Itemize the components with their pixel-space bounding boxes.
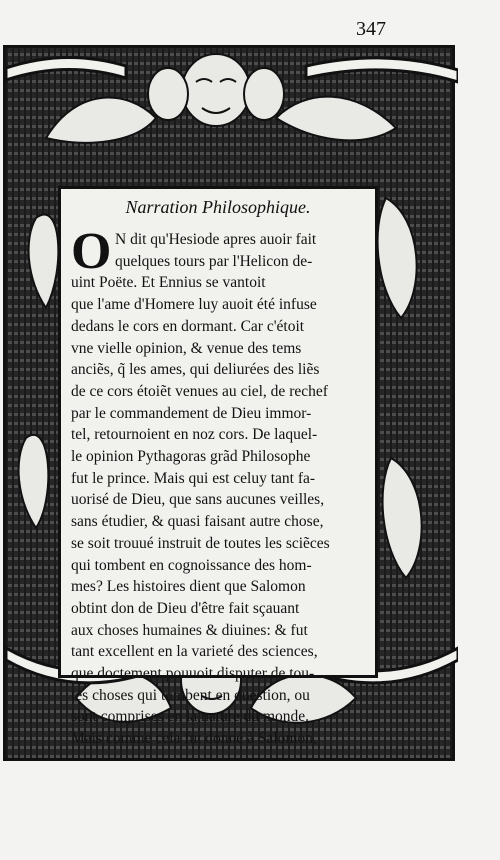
text-line: anciẽs, q̃ les ames, qui deliurées des liẽs — [71, 361, 320, 379]
text-line: mes? Les histoires dient que Salomon — [71, 578, 306, 596]
running-head: Narration Philosophique. — [125, 197, 311, 217]
text-line: de ce cors étoiẽt venues au ciel, de rechef — [71, 382, 328, 400]
text-line: aux choses humaines & diuines: & fut — [71, 621, 308, 639]
text-line: que doctement pouuoit disputer de tou- — [71, 665, 315, 683]
text-line: sont comprises en la nature du monde. — [71, 708, 310, 726]
text-line: que l'ame d'Homere luy auoit été infuse — [71, 296, 317, 314]
text-line: tel, retournoient en noz cors. De laquel- — [71, 426, 318, 444]
text-line: qui tombent en cognoissance des hom- — [71, 556, 312, 574]
text-line: N dit qu'Hesiode apres auoir fait — [115, 231, 317, 248]
text-line: quelques tours par l'Helicon de- — [115, 252, 313, 270]
text-line: tant excellent en la varieté des sciences, — [71, 643, 318, 661]
page-number: 347 — [356, 18, 386, 40]
text-line: vne vielle opinion, & venue des tems — [71, 339, 302, 357]
text-line: uint Poëte. Et Ennius se vantoit — [71, 274, 266, 292]
text-panel — [58, 186, 378, 748]
text-line: par le commandement de Dieu immor- — [71, 404, 312, 422]
text-line: sans étudier, & quasi faisant autre chose, — [71, 513, 324, 531]
body-text — [71, 223, 373, 750]
text-line: dedans le cors en dormant. Car c'étoit — [71, 317, 305, 335]
text-line: uorisé de Dieu, que sans aucunes veilles, — [71, 491, 325, 509]
text-line: Mais comme cela fut donné à Salomon, — [71, 730, 317, 748]
text-line: se soit trouué instruit de toutes les sciẽces — [71, 534, 330, 552]
text-line: tes choses qui tumbent en question, ou — [71, 686, 310, 704]
text-line: le opinion Pythagoras grãd Philosophe — [71, 448, 311, 466]
text-line: fut le prince. Mais qui est celuy tant fa- — [71, 469, 316, 487]
text-line: obtint don de Dieu d'être fait sçauant — [71, 599, 300, 617]
drop-cap: O — [71, 223, 112, 280]
woodcut-ornamental-border — [3, 45, 455, 761]
